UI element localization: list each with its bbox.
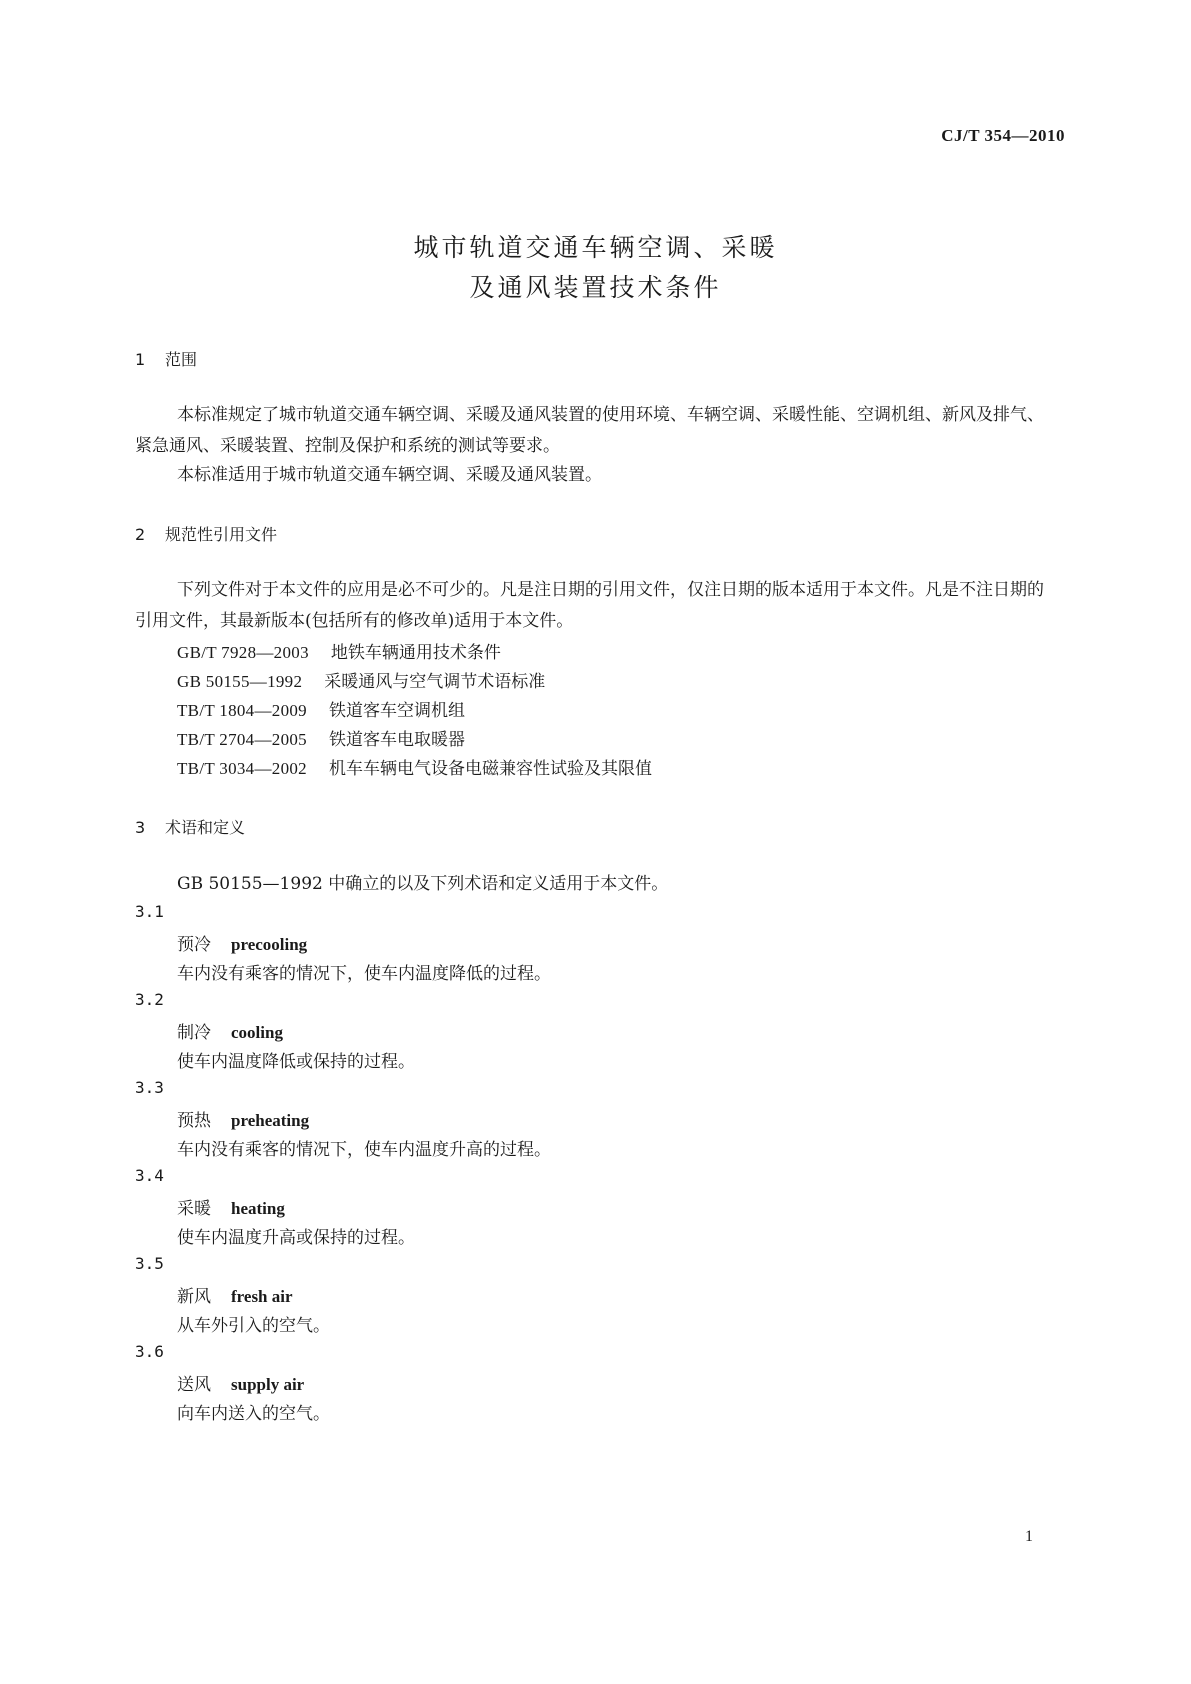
clause-number: 3.1 [135, 902, 164, 921]
term-definition: 车内没有乘客的情况下，使车内温度升高的过程。 [177, 1140, 551, 1160]
section-number: 2 [135, 525, 146, 544]
term-entry [177, 930, 307, 955]
section-1-heading [135, 347, 197, 370]
term-chinese: 预冷 [177, 935, 211, 955]
term-english: heating [231, 1199, 285, 1218]
term-english: cooling [231, 1023, 283, 1042]
section-2-heading [135, 522, 277, 545]
reference-code: GB 50155—1992 [177, 672, 303, 691]
title-line-2: 及通风装置技术条件 [469, 273, 722, 302]
term-english: precooling [231, 935, 308, 954]
page-number: 1 [1025, 1528, 1033, 1545]
term-entry [177, 1282, 293, 1307]
section-number: 3 [135, 818, 146, 837]
term-entry [177, 1106, 309, 1131]
term-definition: 向车内送入的空气。 [177, 1404, 330, 1424]
term-entry [177, 1018, 283, 1043]
title-line-1: 城市轨道交通车辆空调、采暖 [413, 233, 778, 262]
section-1-paragraph-1: 本标准规定了城市轨道交通车辆空调、采暖及通风装置的使用环境、车辆空调、采暖性能、空调机组、新风及排气、紧急通风、采暖装置、控制及保护和系统的测试等要求。 [135, 405, 1044, 456]
reference-item [177, 754, 652, 779]
term-english: fresh air [231, 1287, 293, 1306]
clause-number: 3.3 [135, 1078, 164, 1097]
section-title: 规范性引用文件 [165, 525, 278, 544]
section-1-paragraph-2: 本标准适用于城市轨道交通车辆空调、采暖及通风装置。 [177, 465, 602, 485]
term-entry [177, 1370, 304, 1395]
section-2-paragraph-1: 下列文件对于本文件的应用是必不可少的。凡是注日期的引用文件，仅注日期的版本适用于本文件。凡是不注日期的引用文件，其最新版本(包括所有的修改单)适用于本文件。 [135, 580, 1044, 631]
clause-number: 3.5 [135, 1254, 164, 1273]
term-chinese: 新风 [177, 1287, 211, 1307]
term-chinese: 制冷 [177, 1023, 211, 1043]
section-3-intro: GB 50155—1992 中确立的以及下列术语和定义适用于本文件。 [177, 874, 669, 894]
clause-number: 3.4 [135, 1166, 164, 1185]
term-english: preheating [231, 1111, 310, 1130]
section-title: 术语和定义 [165, 818, 246, 837]
section-title: 范围 [165, 350, 198, 369]
term-definition: 从车外引入的空气。 [177, 1316, 330, 1336]
standard-code: CJ/T 354—2010 [941, 126, 1065, 145]
reference-item [177, 725, 465, 750]
reference-code: TB/T 1804—2009 [177, 701, 307, 720]
section-3-heading [135, 815, 245, 838]
reference-code: GB/T 7928—2003 [177, 643, 309, 662]
reference-code: TB/T 2704—2005 [177, 730, 307, 749]
clause-number: 3.2 [135, 990, 164, 1009]
term-entry [177, 1194, 285, 1219]
term-definition: 车内没有乘客的情况下，使车内温度降低的过程。 [177, 964, 551, 984]
term-definition: 使车内温度降低或保持的过程。 [177, 1052, 415, 1072]
reference-title: 机车车辆电气设备电磁兼容性试验及其限值 [328, 759, 652, 779]
term-chinese: 采暖 [177, 1199, 211, 1219]
reference-item [177, 667, 545, 692]
reference-item [177, 638, 501, 663]
term-chinese: 预热 [177, 1111, 211, 1131]
term-chinese: 送风 [177, 1375, 211, 1395]
reference-title: 铁道客车空调机组 [328, 701, 465, 721]
term-definition: 使车内温度升高或保持的过程。 [177, 1228, 415, 1248]
section-number: 1 [135, 350, 146, 369]
reference-title: 铁道客车电取暖器 [328, 730, 465, 750]
reference-title: 地铁车辆通用技术条件 [330, 643, 501, 663]
reference-title: 采暖通风与空气调节术语标准 [324, 672, 546, 692]
reference-item [177, 696, 465, 721]
document-title [0, 228, 1191, 308]
reference-code: TB/T 3034—2002 [177, 759, 307, 778]
clause-number: 3.6 [135, 1342, 164, 1361]
term-english: supply air [231, 1375, 305, 1394]
